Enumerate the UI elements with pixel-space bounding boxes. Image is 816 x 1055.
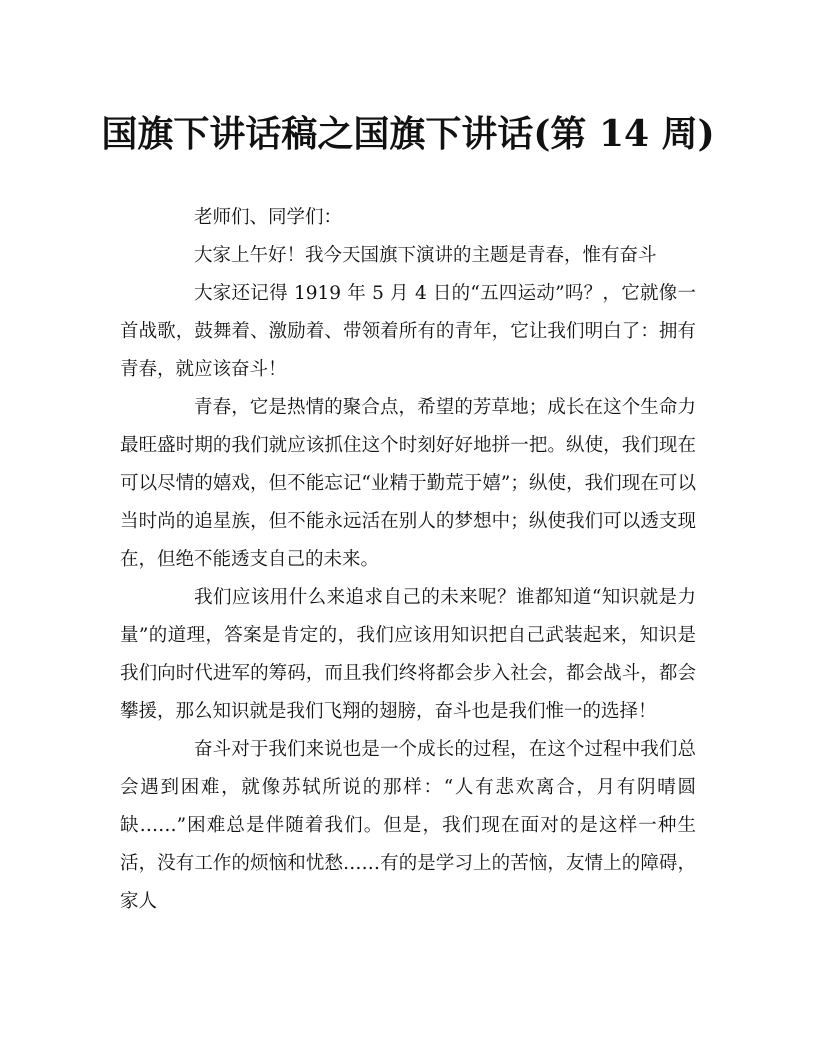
document-title: 国旗下讲话稿之国旗下讲话(第 14 周) [101, 113, 715, 155]
paragraph-greeting: 老师们、同学们： [194, 207, 343, 228]
paragraph-knowledge: 我们应该用什么来追求自己的未来呢？谁都知道“知识就是力量”的道理，答案是肯定的，我们应该用知识把自己武装起来，知识是我们向时代进军的筹码，而且我们终将都会步入社会，都会战斗，都会攀援，那么知识就是我们飞翔的翅膀，奋斗也是我们惟一的选择！ [120, 587, 696, 722]
paragraph-struggle: 奋斗对于我们来说也是一个成长的过程，在这个过程中我们总会遇到困难，就像苏轼所说的那样：“人有悲欢离合，月有阴晴圆缺……”困难总是伴随着我们。但是，我们现在面对的是这样一种生活，没有工作的烦恼和忧愁……有的是学习上的苦恼，友情上的障碍，家人 [120, 739, 696, 912]
paragraph-youth: 青春，它是热情的聚合点，希望的芳草地；成长在这个生命力最旺盛时期的我们就应该抓住这个时刻好好地拼一把。纵使，我们现在可以尽情的嬉戏，但不能忘记“业精于勤荒于嬉”；纵使，我们现在可以当时尚的追星族，但不能永远活在别人的梦想中；纵使我们可以透支现在，但绝不能透支自己的未来。 [120, 397, 696, 570]
paragraph-may-fourth: 大家还记得 1919 年 5 月 4 日的“五四运动”吗？，它就像一首战歌，鼓舞着、激励着、带领着所有的青年，它让我们明白了：拥有青春，就应该奋斗！ [120, 283, 696, 380]
document-body [120, 199, 696, 921]
paragraph-opening: 大家上午好！我今天国旗下演讲的主题是青春，惟有奋斗 [194, 245, 657, 266]
